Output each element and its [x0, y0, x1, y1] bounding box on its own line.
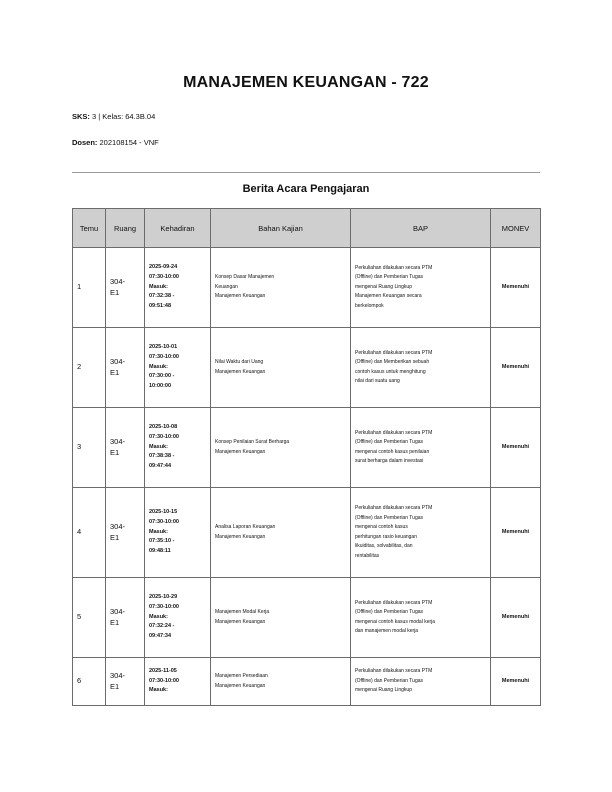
ruang-line: E1 [110, 681, 120, 691]
header-ruang: Ruang [106, 209, 145, 248]
kehadiran-line: 07:32:38 - [149, 293, 175, 300]
bahan-line: Manajemen Persediaan [215, 673, 268, 679]
kehadiran-line: 07:30-10:00 [149, 274, 179, 281]
kehadiran-line: Masuk: [149, 687, 168, 694]
dosen-value: 202108154 - VNF [99, 138, 159, 147]
bap-line: surat berharga dalam investasi [355, 458, 424, 464]
header-kehadiran: Kehadiran [145, 209, 211, 248]
kehadiran-line: 07:30-10:00 [149, 519, 179, 526]
ruang-line: E1 [110, 532, 120, 542]
sks-line [72, 112, 155, 121]
kehadiran-line: 07:32:24 - [149, 623, 175, 630]
kehadiran-line: 09:48:11 [149, 547, 171, 554]
bahan-line: Manajemen Modal Kerja [215, 609, 270, 615]
cell-monev: Memenuhi [491, 578, 541, 658]
cell-temu: 5 [73, 578, 106, 658]
cell-bahan-kajian [211, 658, 351, 706]
kehadiran-line: 09:51:48 [149, 302, 172, 309]
sks-label: SKS: [72, 112, 90, 121]
cell-bap [351, 488, 491, 578]
bap-line: rentabilitas [355, 552, 380, 559]
kehadiran-line: 07:30-10:00 [149, 354, 179, 361]
table-row [73, 578, 541, 658]
cell-bap [351, 248, 491, 328]
bap-line: perhitungan rasio keuangan [355, 533, 417, 540]
cell-bap [351, 328, 491, 408]
ruang-line: E1 [110, 287, 120, 297]
bap-line: Perkuliahan dilakukan secara PTM [355, 668, 433, 675]
header-bap: BAP [351, 209, 491, 248]
cell-monev: Memenuhi [491, 408, 541, 488]
kehadiran-line: 07:38:38 - [149, 453, 175, 460]
cell-bahan-kajian [211, 408, 351, 488]
bap-line: mengenai contoh kasus modal kerja [355, 618, 436, 625]
kehadiran-line: 2025-11-05 [149, 668, 177, 675]
bahan-line: Keuangan [215, 283, 238, 290]
kehadiran-line: 07:30:00 - [149, 373, 175, 380]
cell-kehadiran [145, 578, 211, 658]
kehadiran-line: Masuk: [149, 528, 168, 535]
kehadiran-line: Masuk: [149, 613, 168, 620]
table-row [73, 408, 541, 488]
ruang-line: 304- [110, 606, 126, 616]
kehadiran-line: 2025-10-08 [149, 424, 178, 431]
cell-kehadiran [145, 248, 211, 328]
dosen-label: Dosen: [72, 138, 98, 147]
bap-line: mengenai contoh kasus penilaian [355, 448, 430, 455]
bahan-line: Manajemen Keuangan [215, 368, 266, 375]
kehadiran-line: 07:35:10 - [149, 538, 175, 545]
bap-line: (Offline) dan Pemberian Tugas [355, 439, 424, 445]
cell-temu: 1 [73, 248, 106, 328]
bahan-line: Manajemen Keuangan [215, 682, 266, 689]
bap-table [72, 208, 541, 706]
bap-line: Perkuliahan dilakukan secara PTM [355, 349, 433, 356]
cell-monev: Memenuhi [491, 248, 541, 328]
bap-line: Perkuliahan dilakukan secara PTM [355, 264, 433, 271]
bahan-line: Manajemen Keuangan [215, 448, 266, 455]
cell-ruang [106, 248, 145, 328]
cell-temu: 3 [73, 408, 106, 488]
cell-temu: 2 [73, 328, 106, 408]
kehadiran-line: Masuk: [149, 283, 168, 290]
cell-bap [351, 658, 491, 706]
ruang-line: 304- [110, 670, 126, 680]
bahan-line: Nilai Waktu dari Uang [215, 359, 264, 365]
kehadiran-line: 2025-10-15 [149, 509, 178, 516]
header-monev: MONEV [491, 209, 541, 248]
cell-bahan-kajian [211, 488, 351, 578]
bahan-line: Manajemen Keuangan [215, 533, 266, 540]
cell-monev: Memenuhi [491, 658, 541, 706]
cell-kehadiran [145, 488, 211, 578]
cell-monev: Memenuhi [491, 488, 541, 578]
bap-line: Perkuliahan dilakukan secara PTM [355, 429, 433, 436]
bap-line: Perkuliahan dilakukan secara PTM [355, 505, 433, 511]
bap-line: contoh kasus untuk menghitung [355, 368, 426, 375]
kehadiran-line: 2025-10-29 [149, 594, 178, 601]
bap-line: nilai dari suatu uang [355, 378, 400, 384]
bap-line: (Offline) dan Pemberian Tugas [355, 514, 424, 521]
bap-line: dan manajemen modal kerja [355, 628, 419, 634]
ruang-line: E1 [110, 367, 120, 377]
bap-line: Perkuliahan dilakukan secara PTM [355, 599, 433, 606]
divider [72, 172, 540, 173]
cell-temu: 6 [73, 658, 106, 706]
bap-line: Manajemen Keuangan secara [355, 293, 422, 300]
table-row [73, 328, 541, 408]
ruang-line: 304- [110, 521, 126, 531]
kehadiran-line: Masuk: [149, 443, 168, 450]
ruang-line: E1 [110, 617, 120, 627]
bap-line: mengenai Ruang Lingkup [355, 687, 412, 694]
bap-line: mengenai Ruang Lingkup [355, 283, 412, 290]
sks-value: 3 | Kelas: 64.3B.04 [92, 112, 156, 121]
bap-line: (Offline) dan Pemberian Tugas [355, 677, 424, 684]
kehadiran-line: 07:30-10:00 [149, 604, 179, 611]
cell-bahan-kajian [211, 328, 351, 408]
table-row [73, 658, 541, 706]
cell-bap [351, 578, 491, 658]
bahan-line: Analisa Laporan Keuangan [215, 524, 276, 530]
table-header-row [73, 209, 541, 248]
ruang-line: 304- [110, 436, 126, 446]
bap-line: (Offline) dan Pemberian Tugas [355, 274, 424, 281]
bahan-line: Konsep Dasar Manajemen [215, 274, 275, 281]
cell-kehadiran [145, 658, 211, 706]
bahan-line: Manajemen Keuangan [215, 293, 266, 300]
ruang-line: E1 [110, 447, 120, 457]
ruang-line: 304- [110, 356, 126, 366]
kehadiran-line: 10:00:00 [149, 382, 172, 389]
cell-ruang [106, 658, 145, 706]
kehadiran-line: Masuk: [149, 363, 168, 370]
section-title: Berita Acara Pengajaran [242, 183, 370, 195]
kehadiran-line: 2025-10-01 [149, 344, 178, 351]
cell-ruang [106, 408, 145, 488]
cell-kehadiran [145, 328, 211, 408]
cell-kehadiran [145, 408, 211, 488]
bahan-line: Manajemen Keuangan [215, 618, 266, 625]
header-temu: Temu [73, 209, 106, 248]
kehadiran-line: 07:30-10:00 [149, 677, 179, 684]
bap-line: berkelompok [355, 302, 384, 309]
kehadiran-line: 09:47:34 [149, 632, 172, 639]
bap-line: (Offline) dan Memberikan sebuah [355, 359, 430, 365]
bap-line: mengenai contoh kasus [355, 524, 408, 530]
dosen-line [72, 138, 159, 147]
cell-monev: Memenuhi [491, 328, 541, 408]
kehadiran-line: 2025-09-24 [149, 264, 178, 271]
course-title: MANAJEMEN KEUANGAN - 722 [183, 74, 429, 91]
table-row [73, 248, 541, 328]
cell-bahan-kajian [211, 248, 351, 328]
table-row [73, 488, 541, 578]
kehadiran-line: 07:30-10:00 [149, 434, 179, 441]
cell-bap [351, 408, 491, 488]
kehadiran-line: 09:47:44 [149, 462, 172, 469]
bahan-line: Konsep Penilaian Surat Berharga [215, 439, 290, 445]
bap-line: likuiditas, solvabilitas, dan [355, 543, 413, 549]
cell-temu: 4 [73, 488, 106, 578]
bap-line: (Offline) dan Pemberian Tugas [355, 609, 424, 615]
cell-ruang [106, 488, 145, 578]
cell-ruang [106, 328, 145, 408]
ruang-line: 304- [110, 276, 126, 286]
cell-bahan-kajian [211, 578, 351, 658]
header-bahan-kajian: Bahan Kajian [211, 209, 351, 248]
cell-ruang [106, 578, 145, 658]
